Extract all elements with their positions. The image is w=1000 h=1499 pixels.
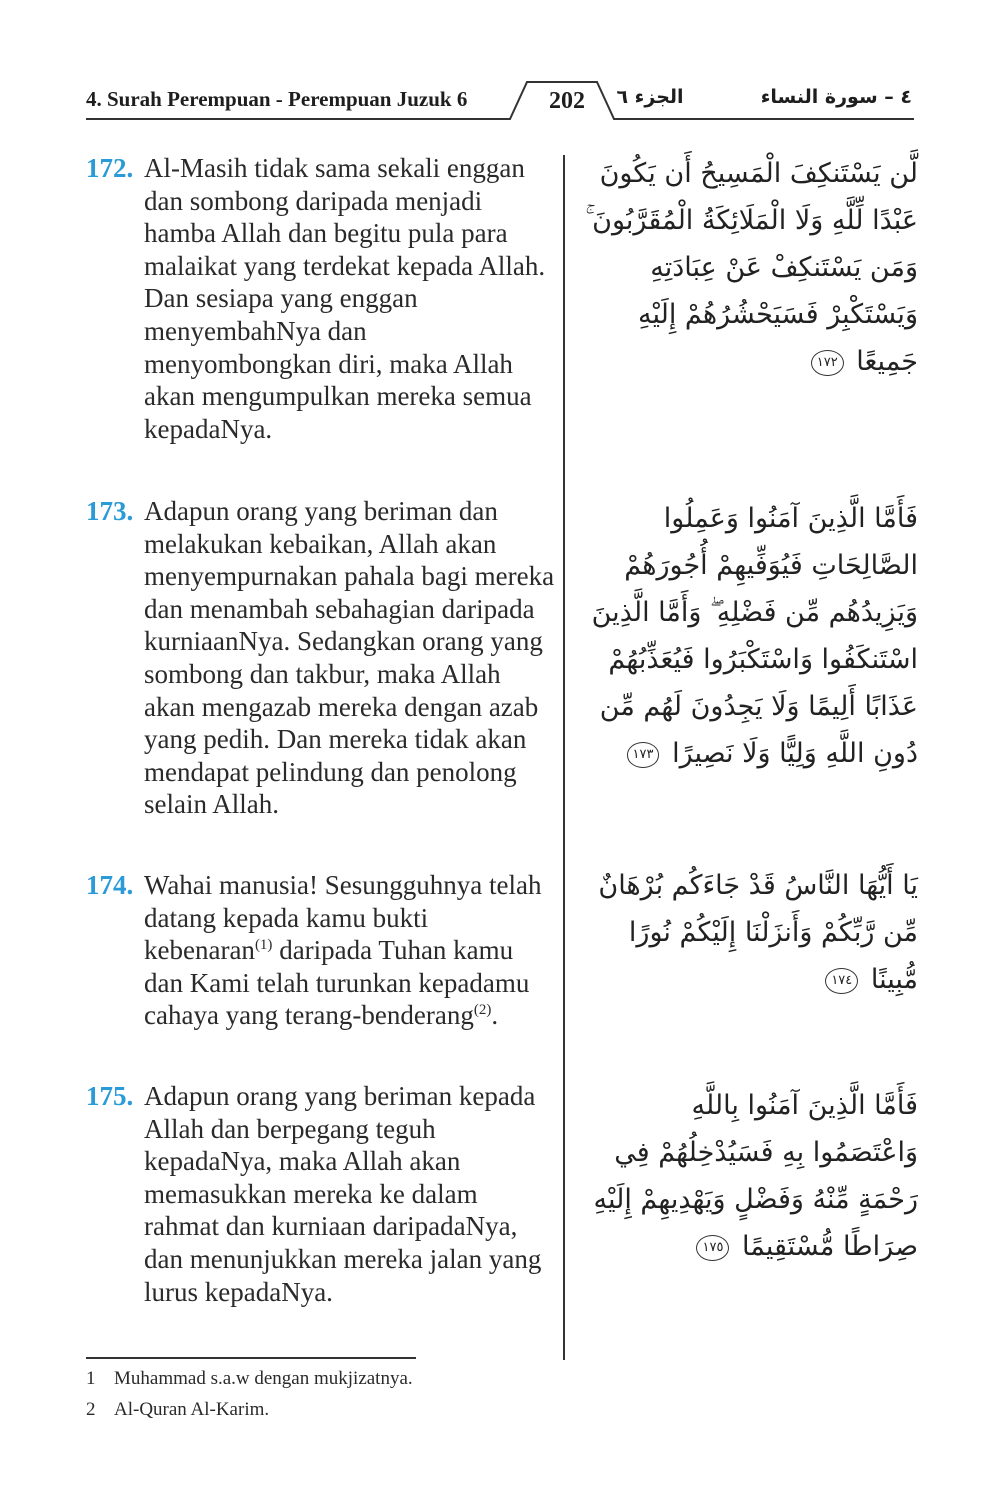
verse-text-part: Wahai manusia! Sesungguhnya telah datang kepada kamu bukti kebenaran — [144, 870, 542, 966]
arabic-verse-172 — [585, 150, 918, 385]
verse-number: 175. — [86, 1081, 134, 1111]
verse-text-part: . — [491, 1000, 499, 1031]
verse-translation: Adapun orang yang beriman kepada Allah dan berpegang teguh kepadaNya, maka Allah akan memasukkan mereka ke dalam rahmat dan kurniaan daripadaNya, dan menunjukkan mereka jalan yang lurus kepadaNya. — [144, 1081, 542, 1307]
verse-173 — [86, 495, 556, 821]
verse-number: 174. — [86, 870, 134, 900]
ayah-marker: ١٧٣ — [627, 742, 660, 768]
verse-translation: Adapun orang yang beriman dan melakukan kebaikan, Allah akan menyempurnakan pahala bagi mereka dan menambah sebahagian daripada kurniaanNya. Sedangkan orang yang sombong dan takbur, maka Allah akan mengazab mereka dengan azab yang pedih. Dan mereka tidak akan mendapat pelindung dan penolong selain Allah. — [144, 496, 555, 820]
footnote-1 — [86, 1368, 413, 1390]
verse-translation — [144, 869, 556, 1032]
arabic-text: فَأَمَّا الَّذِينَ آمَنُوا وَعَمِلُوا الصَّالِحَاتِ فَيُوَفِّيهِمْ أُجُورَهُمْ وَيَزِيدُهُم مِّن فَضْلِهِ ۖ وَأَمَّا الَّذِينَ اسْتَنكَفُوا وَاسْتَكْبَرُوا فَيُعَذِّبُهُمْ عَذَابًا أَلِيمًا وَلَا يَجِدُونَ لَهُم مِّن دُونِ اللَّهِ وَلِيًّا وَلَا نَصِيرًا — [591, 503, 918, 769]
footnote-rule — [86, 1357, 416, 1359]
footnote-text: Al-Quran Al-Karim. — [114, 1399, 270, 1420]
arabic-text: فَأَمَّا الَّذِينَ آمَنُوا بِاللَّهِ وَاعْتَصَمُوا بِهِ فَسَيُدْخِلُهُمْ فِي رَحْمَةٍ مِّنْهُ وَفَضْلٍ وَيَهْدِيهِمْ إِلَيْهِ صِرَاطًا مُّسْتَقِيمًا — [593, 1090, 918, 1262]
column-divider — [563, 155, 565, 1360]
verse-text-part: daripada Tuhan kamu dan Kami telah turunkan kepadamu cahaya yang terang-benderang — [144, 935, 530, 1031]
verse-174 — [86, 869, 556, 1032]
ayah-marker: ١٧٤ — [825, 968, 858, 994]
page-number: 202 — [549, 88, 585, 114]
footnote-number: 1 — [86, 1368, 96, 1389]
arabic-text: لَّن يَسْتَنكِفَ الْمَسِيحُ أَن يَكُونَ عَبْدًا لِّلَّهِ وَلَا الْمَلَائِكَةُ الْمُقَرَّبُونَ ۚ وَمَن يَسْتَنكِفْ عَنْ عِبَادَتِهِ وَيَسْتَكْبِرْ فَسَيَحْشُرُهُمْ إِلَيْهِ جَمِيعًا — [585, 158, 918, 377]
verse-translation: Al-Masih tidak sama sekali enggan dan sombong daripada menjadi hamba Allah dan begitu pula para malaikat yang terdekat kepada Allah. Dan sesiapa yang enggan menyembahNya dan menyombongkan diri, maka Allah akan mengumpulkan mereka semua kepadaNya. — [144, 153, 546, 444]
arabic-verse-174 — [585, 862, 918, 1003]
footnote-text: Muhammad s.a.w dengan mukjizatnya. — [114, 1368, 413, 1389]
verse-number: 173. — [86, 496, 134, 526]
footnote-ref-1: (1) — [254, 937, 273, 954]
ayah-marker: ١٧٢ — [811, 350, 844, 376]
arabic-verse-175 — [585, 1082, 918, 1270]
header-juz-arabic: الجزء ٦ — [616, 86, 684, 108]
header-surah-title: 4. Surah Perempuan - Perempuan Juzuk 6 — [86, 87, 468, 111]
footnote-ref-2: (2) — [473, 1002, 492, 1019]
ayah-marker: ١٧٥ — [696, 1235, 729, 1261]
footnote-number: 2 — [86, 1399, 96, 1420]
verse-175 — [86, 1080, 556, 1308]
arabic-text: يَا أَيُّهَا النَّاسُ قَدْ جَاءَكُم بُرْهَانٌ مِّن رَّبِّكُمْ وَأَنزَلْنَا إِلَيْكُمْ نُورًا مُّبِينًا — [598, 870, 918, 995]
footnote-2 — [86, 1399, 269, 1421]
header-surah-arabic: ٤ – سورة النساء — [760, 86, 912, 108]
verse-number: 172. — [86, 153, 134, 183]
verse-172 — [86, 152, 556, 445]
arabic-verse-173 — [585, 495, 918, 777]
page-header — [0, 0, 1000, 130]
